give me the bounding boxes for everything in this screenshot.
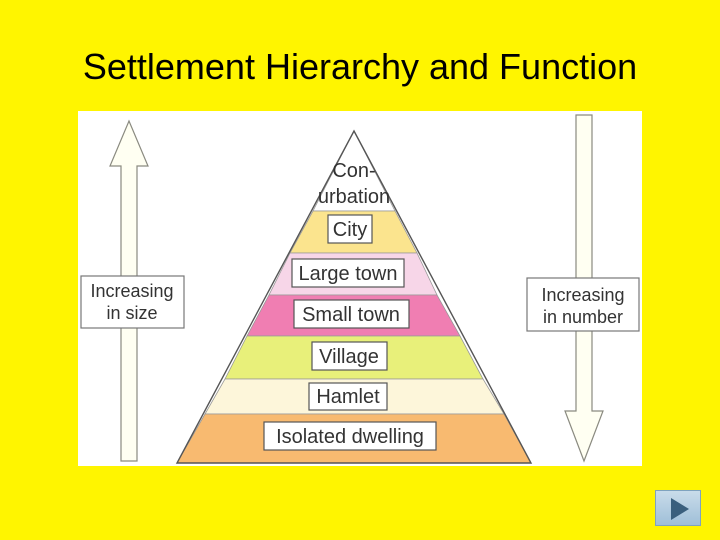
increasing-number-arrow (527, 115, 639, 461)
next-slide-button[interactable] (655, 490, 701, 526)
play-icon (671, 498, 689, 520)
label-isolated-dwelling: Isolated dwelling (276, 426, 424, 448)
label-city: City (332, 219, 368, 241)
number-label-line2: in number (542, 307, 624, 327)
label-conurbation-line2: urbation (317, 186, 391, 208)
number-label-line1: Increasing (541, 285, 625, 305)
increasing-size-arrow (81, 121, 184, 461)
label-hamlet: Hamlet (316, 386, 380, 408)
settlement-pyramid-diagram (78, 111, 642, 466)
diagram-canvas (78, 111, 642, 466)
slide-title: Settlement Hierarchy and Function (82, 46, 638, 87)
size-label-line2: in size (106, 303, 158, 323)
label-small-town: Small town (302, 304, 400, 326)
label-large-town: Large town (298, 263, 398, 285)
label-village: Village (319, 346, 379, 368)
size-label-line1: Increasing (90, 281, 174, 301)
label-conurbation-line1: Con- (332, 160, 376, 182)
